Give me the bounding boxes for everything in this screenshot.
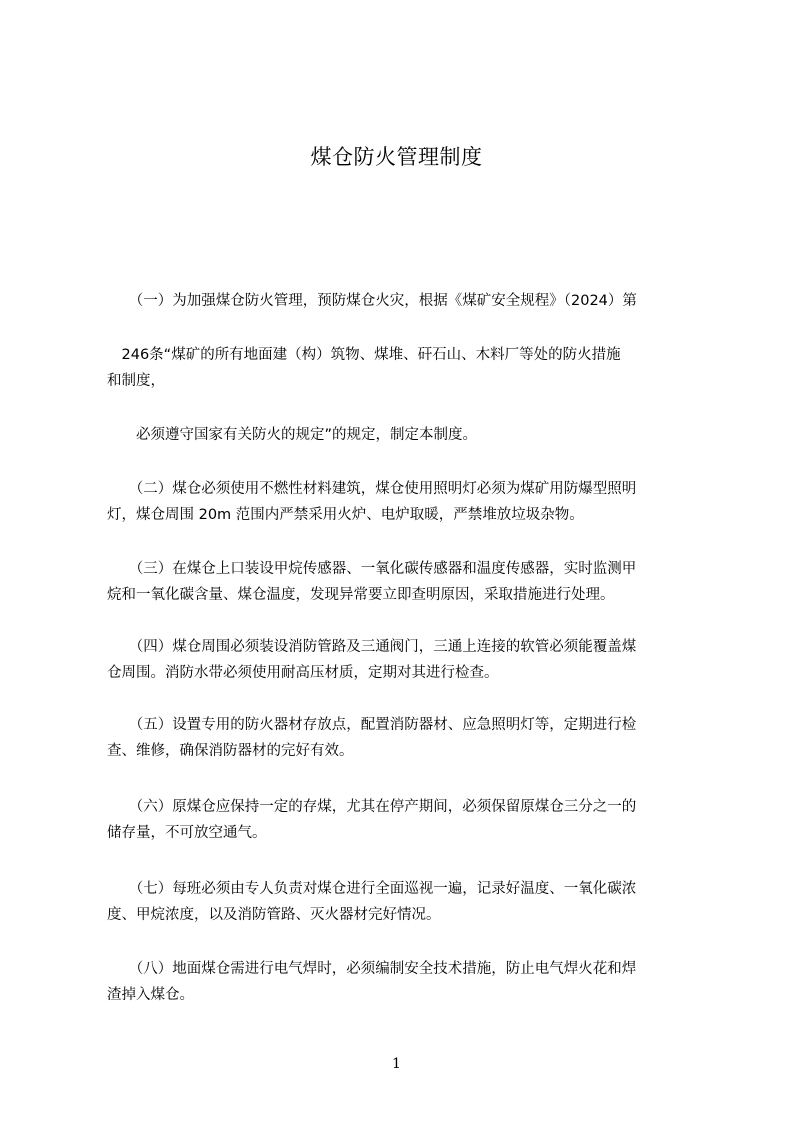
page-number: 1 [392, 1056, 401, 1072]
paragraph-line: （七）每班必须由专人负责对煤仓进行全面巡视一遍，记录好温度、一氧化碳浓 [107, 881, 637, 897]
paragraph-3 [107, 422, 707, 448]
paragraph-line: 仓周围。消防水带必须使用耐高压材质，定期对其进行检查。 [107, 665, 499, 681]
paragraph-line: （二）煤仓必须使用不燃性材料建筑，煤仓使用照明灯必须为煤矿用防爆型照明 [107, 481, 637, 497]
paragraph-line: （四）煤仓周围必须装设消防管路及三通阀门，三通上连接的软管必须能覆盖煤 [107, 639, 637, 655]
paragraph-line: 和制度， [107, 373, 165, 389]
paragraph-line: 灯，煤仓周围 20m 范围内严禁采用火炉、电炉取暖，严禁堆放垃圾杂物。 [107, 507, 584, 523]
paragraph-line: 查、维修，确保消防器材的完好有效。 [107, 743, 354, 759]
paragraph-line: 度、甲烷浓度，以及消防管路、灭火器材完好情况。 [107, 907, 441, 923]
paragraph-line: （八）地面煤仓需进行电气焊时，必须编制安全技术措施，防止电气焊火花和焊 [107, 961, 637, 977]
paragraph-9 [107, 876, 707, 928]
paragraph-line: （一）为加强煤仓防火管理，预防煤仓火灾，根据《煤矿安全规程》（2024）第 [107, 293, 637, 309]
paragraph-line: 必须遵守国家有关防火的规定”的规定，制定本制度。 [107, 427, 478, 443]
paragraph-5 [107, 556, 707, 608]
paragraph-1 [107, 288, 707, 314]
paragraph-line: （六）原煤仓应保持一定的存煤，尤其在停产期间，必须保留原煤仓三分之一的 [107, 799, 637, 815]
paragraph-line: 246条“煤矿的所有地面建（构）筑物、煤堆、矸石山、木料厂等处的防火措施 [107, 347, 621, 363]
paragraph-line: 储存量，不可放空通气。 [107, 825, 267, 841]
paragraph-line: （三）在煤仓上口装设甲烷传感器、一氧化碳传感器和温度传感器，实时监测甲 [107, 561, 637, 577]
paragraph-10 [107, 956, 707, 1008]
paragraph-7 [107, 712, 707, 764]
document-title: 煤仓防火管理制度 [310, 145, 483, 169]
paragraph-4 [107, 476, 707, 528]
paragraph-2 [107, 342, 707, 394]
paragraph-line: 烷和一氧化碳含量、煤仓温度，发现异常要立即查明原因，采取措施进行处理。 [107, 587, 615, 603]
paragraph-line: 渣掉入煤仓。 [107, 987, 194, 1003]
paragraph-line: （五）设置专用的防火器材存放点，配置消防器材、应急照明灯等，定期进行检 [107, 717, 637, 733]
paragraph-6 [107, 634, 707, 686]
paragraph-8 [107, 794, 707, 846]
